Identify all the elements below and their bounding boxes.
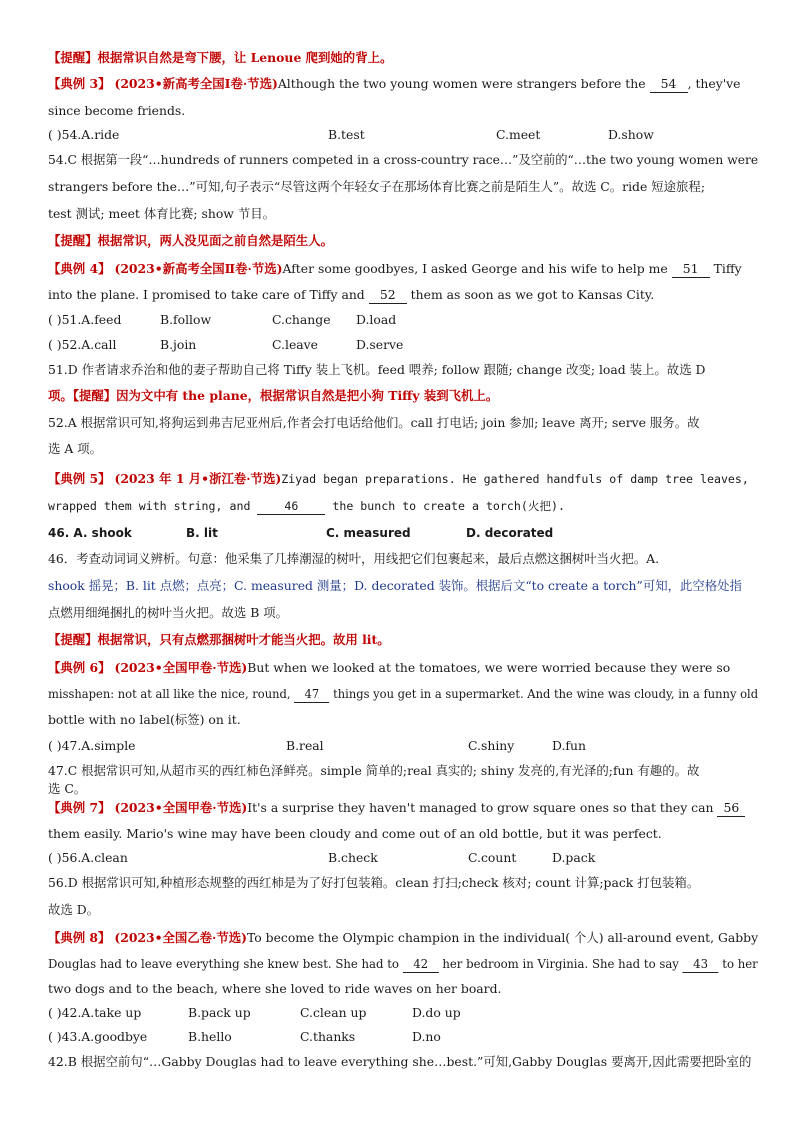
option-c: C.thanks bbox=[300, 1029, 356, 1044]
option-b: B.real bbox=[286, 738, 324, 753]
option-d: D.show bbox=[608, 127, 654, 142]
example-source: (2023•新高考全国Ⅰ卷·节选) bbox=[114, 76, 278, 91]
question-text: her bedroom in Virginia. She had to say bbox=[442, 956, 679, 971]
option-a: ( )43.A.goodbye bbox=[48, 1029, 148, 1044]
option-b: B.test bbox=[328, 127, 365, 142]
question-text: To become the Olympic champion in the individual( 个人) all-around event, Gabby bbox=[246, 930, 759, 945]
example-source: (2023•全国甲卷·节选) bbox=[114, 800, 248, 815]
answer-blank: 52 bbox=[369, 287, 407, 304]
example-4-question bbox=[48, 261, 742, 278]
answer-blank: 47 bbox=[294, 686, 329, 703]
option-c: C.leave bbox=[272, 337, 318, 352]
option-d: D.serve bbox=[356, 337, 404, 352]
tip-text: 【提醒】根据常识，只有点燃那捆树叶才能当火把。故用 lit。 bbox=[48, 632, 390, 647]
question-text: misshapen: not at all like the nice, round, bbox=[48, 686, 291, 701]
option-b: B.join bbox=[160, 337, 197, 352]
tip-text: 【提醒】根据常识自然是弯下腰，让 Lenoue 爬到她的背上。 bbox=[48, 50, 393, 65]
answer-text: 点燃用细绳捆扎的树叶当火把。故选 B 项。 bbox=[48, 605, 289, 620]
option-b: B. lit bbox=[186, 526, 218, 540]
option-d: D.fun bbox=[552, 738, 586, 753]
answer-blank: 51 bbox=[672, 261, 710, 278]
question-text: into the plane. I promised to take care of Tiffy and bbox=[48, 287, 365, 302]
answer-text: 54.C 根据第一段“…hundreds of runners competed in a cross-country race…”及空前的“…the two young women were bbox=[48, 152, 759, 167]
question-text: things you get in a supermarket. And the wine was cloudy, in a funny old bbox=[333, 686, 759, 701]
option-a: ( )52.A.call bbox=[48, 337, 117, 352]
answer-blank: 43 bbox=[683, 956, 719, 973]
question-text: Douglas had to leave everything she knew best. She had to bbox=[48, 956, 399, 971]
question-text: the bunch to create a torch(火把). bbox=[332, 499, 565, 513]
question-text: them easily. Mario's wine may have been cloudy and come out of an old bottle, but it was perfect. bbox=[48, 826, 662, 841]
question-text: Although the two young women were strangers before the bbox=[277, 76, 646, 91]
tip-text: 【提醒】根据常识，两人没见面之前自然是陌生人。 bbox=[48, 233, 333, 248]
question-text bbox=[48, 498, 565, 515]
example-5-question bbox=[48, 471, 749, 487]
example-tag: 【典例 3】 bbox=[48, 76, 111, 91]
question-text: wrapped them with string, and bbox=[48, 499, 251, 513]
example-6-question bbox=[48, 660, 730, 676]
question-text: Ziyad began preparations. He gathered handfuls of damp tree leaves, bbox=[281, 472, 749, 486]
question-text: since become friends. bbox=[48, 103, 186, 118]
option-b: B.pack up bbox=[188, 1005, 251, 1020]
question-text: , they've bbox=[687, 76, 741, 91]
example-tag: 【典例 5】 bbox=[48, 471, 111, 486]
option-a: 46. A. shook bbox=[48, 526, 132, 540]
option-a: ( )47.A.simple bbox=[48, 738, 136, 753]
example-tag: 【典例 4】 bbox=[48, 261, 111, 276]
option-a: ( )54.A.ride bbox=[48, 127, 120, 142]
example-7-question bbox=[48, 800, 745, 817]
example-tag: 【典例 6】 bbox=[48, 660, 111, 675]
answer-text: 46．考查动词词义辨析。句意：他采集了几捧潮湿的树叶，用线把它们包裹起来，最后点燃这捆树叶当火把。A. bbox=[48, 551, 660, 566]
answer-blank: 54 bbox=[650, 76, 688, 93]
example-source: (2023•全国甲卷·节选) bbox=[114, 660, 248, 675]
question-text bbox=[48, 287, 654, 304]
example-source: (2023•新高考全国Ⅱ卷·节选) bbox=[114, 261, 283, 276]
question-text: bottle with no label(标签) on it. bbox=[48, 712, 241, 727]
question-text: But when we looked at the tomatoes, we were worried because they were so bbox=[247, 660, 731, 675]
option-d: D.do up bbox=[412, 1005, 461, 1020]
question-text: After some goodbyes, I asked George and his wife to help me bbox=[282, 261, 668, 276]
example-8-question bbox=[48, 930, 758, 946]
answer-text: 52.A 根据常识可知,将狗运到弗吉尼亚州后,作者会打电话给他们。call 打电话; join 参加; leave 离开; serve 服务。故 bbox=[48, 415, 700, 430]
answer-text: 选 C。 bbox=[48, 781, 87, 796]
option-c: C.count bbox=[468, 850, 517, 865]
example-tag: 【典例 7】 bbox=[48, 800, 111, 815]
answer-text: 选 A 项。 bbox=[48, 441, 102, 456]
answer-blank: 56 bbox=[717, 800, 745, 817]
answer-text: 42.B 根据空前句“…Gabby Douglas had to leave everything she…best.”可知,Gabby Douglas 要离开,因此需要把卧室的 bbox=[48, 1054, 752, 1069]
question-text: to her bbox=[722, 956, 758, 971]
option-b: B.follow bbox=[160, 312, 212, 327]
option-d: D.pack bbox=[552, 850, 596, 865]
question-text: Tiffy bbox=[713, 261, 742, 276]
question-text: It's a surprise they haven't managed to grow square ones so that they can bbox=[247, 800, 714, 815]
question-text bbox=[48, 686, 758, 703]
option-c: C.meet bbox=[496, 127, 541, 142]
option-a: ( )51.A.feed bbox=[48, 312, 122, 327]
option-c: C.shiny bbox=[468, 738, 515, 753]
answer-text: 56.D 根据常识可知,种植形态规整的西红柿是为了好打包装箱。clean 打扫;check 核对; count 计算;pack 打包装箱。 bbox=[48, 875, 700, 890]
answer-text: shook 摇晃；B. lit 点燃；点亮；C. measured 测量；D. decorated 装饰。根据后文“to create a torch”可知，此空格处指 bbox=[48, 578, 742, 593]
option-a: ( )42.A.take up bbox=[48, 1005, 142, 1020]
option-c: C.clean up bbox=[300, 1005, 367, 1020]
option-b: B.check bbox=[328, 850, 378, 865]
example-tag: 【典例 8】 bbox=[48, 930, 111, 945]
answer-text: 51.D 作者请求乔治和他的妻子帮助自己将 Tiffy 装上飞机。feed 喂养; follow 跟随; change 改变; load 装上。故选 D bbox=[48, 362, 706, 377]
example-3-question bbox=[48, 76, 740, 93]
option-c: C.change bbox=[272, 312, 331, 327]
answer-blank: 42 bbox=[403, 956, 439, 973]
tip-text: 项。【提醒】因为文中有 the plane，根据常识自然是把小狗 Tiffy 装到飞机上。 bbox=[48, 388, 499, 403]
answer-text: strangers before the…”可知,句子表示“尽管这两个年轻女子在那场体育比赛之前是陌生人”。故选 C。ride 短途旅程; bbox=[48, 179, 705, 194]
question-text: them as soon as we got to Kansas City. bbox=[410, 287, 655, 302]
option-d: D.no bbox=[412, 1029, 441, 1044]
answer-text: 故选 D。 bbox=[48, 902, 100, 917]
option-b: B.hello bbox=[188, 1029, 232, 1044]
option-d: D.load bbox=[356, 312, 397, 327]
option-c: C. measured bbox=[326, 526, 411, 540]
answer-text: 47.C 根据常识可知,从超市买的西红柿色泽鲜亮。simple 简单的;real 真实的; shiny 发亮的,有光泽的;fun 有趣的。故 bbox=[48, 763, 700, 778]
example-source: (2023•全国乙卷·节选) bbox=[114, 930, 247, 945]
answer-text: test 测试; meet 体育比赛; show 节目。 bbox=[48, 206, 276, 221]
option-d: D. decorated bbox=[466, 526, 554, 540]
example-source: (2023 年 1 月•浙江卷·节选) bbox=[114, 471, 282, 486]
question-text bbox=[48, 956, 758, 973]
answer-blank: 46 bbox=[257, 498, 325, 515]
option-a: ( )56.A.clean bbox=[48, 850, 128, 865]
question-text: two dogs and to the beach, where she loved to ride waves on her board. bbox=[48, 981, 502, 996]
